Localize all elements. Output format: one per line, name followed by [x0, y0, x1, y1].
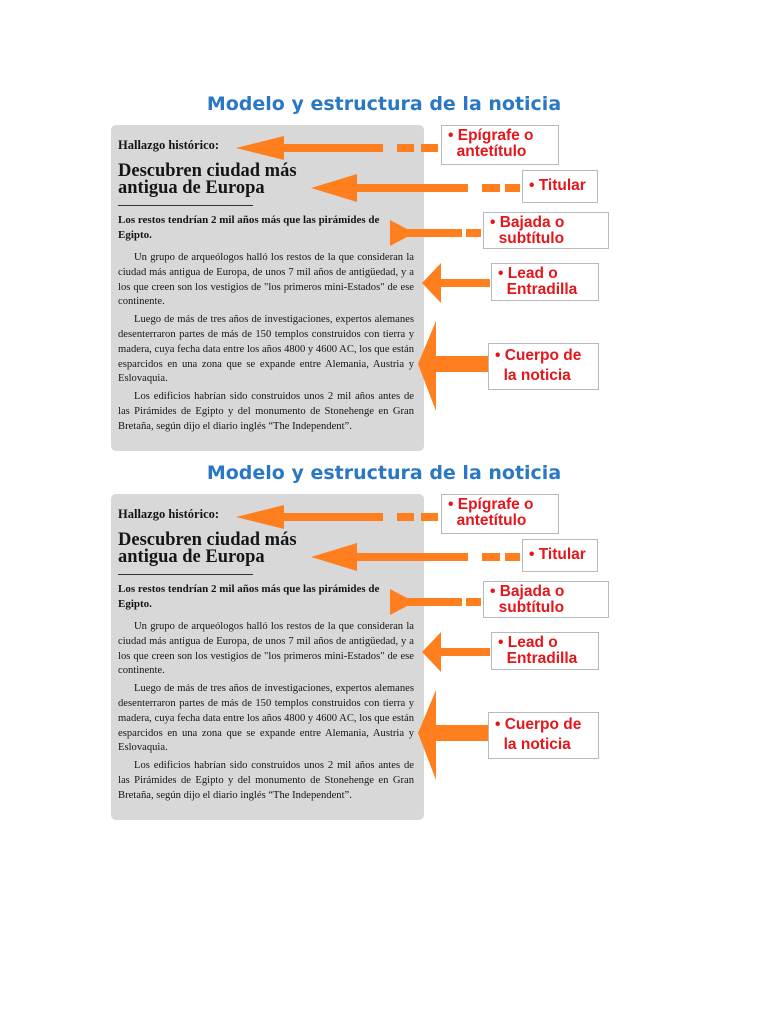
arrow-titular-dash — [505, 553, 520, 561]
arrow-epigrafe-dash — [421, 513, 438, 521]
article-kicker: Hallazgo histórico: — [118, 507, 220, 521]
arrow-epigrafe-icon — [236, 505, 383, 529]
article-deck: Los restos tendrían 2 mil años más que las pirámides de Egipto. — [118, 214, 380, 241]
section-title: Modelo y estructura de la noticia — [206, 462, 562, 484]
arrow-lead-icon — [422, 632, 490, 672]
arrow-lead-icon — [422, 263, 490, 303]
arrow-cuerpo-icon — [418, 321, 488, 411]
label-bajada: • Bajada o subtítulo — [483, 581, 609, 618]
label-cuerpo: • Cuerpo de la noticia — [488, 343, 599, 390]
article-lead-paragraph: Un grupo de arqueólogos halló los restos de la que consideran la ciudad más antigua de Europa, de unos 7 mil años de antigüedad, y a los que creen son los vestigios de "los primeros mini-Estados" de ese continente. — [118, 621, 414, 677]
section-title: Modelo y estructura de la noticia — [206, 93, 562, 115]
arrow-titular-dash — [482, 553, 500, 561]
arrow-epigrafe-dash — [397, 513, 414, 521]
news-structure-section-1 — [0, 93, 768, 463]
arrow-titular-icon — [311, 543, 468, 571]
arrow-bajada-icon — [390, 220, 462, 246]
label-lead: • Lead o Entradilla — [491, 632, 599, 670]
arrow-epigrafe-icon — [236, 136, 383, 160]
label-titular: • Titular — [522, 539, 598, 572]
article-headline: Descubren ciudad más antigua de Europa — [118, 161, 297, 198]
label-bajada: • Bajada o subtítulo — [483, 212, 609, 249]
label-cuerpo: • Cuerpo de la noticia — [488, 712, 599, 759]
label-epigrafe: • Epígrafe o antetítulo — [441, 125, 559, 165]
arrow-titular-dash — [482, 184, 500, 192]
arrow-epigrafe-dash — [421, 144, 438, 152]
arrow-cuerpo-icon — [418, 690, 488, 780]
label-lead: • Lead o Entradilla — [491, 263, 599, 301]
article-body-paragraph: Luego de más de tres años de investigaciones, expertos alemanes desenterraron partes de más de 150 templos construidos con tierra y madera, cuya fecha data entre los años 4800 y 4600 AC, los que están esparcidos en una zona que se expande entre Alemania, Austria y Eslovaquia. — [118, 314, 414, 385]
article-lead-paragraph: Un grupo de arqueólogos halló los restos de la que consideran la ciudad más antigua de Europa, de unos 7 mil años de antigüedad, y a los que creen son los vestigios de "los primeros mini-Estados" de ese continente. — [118, 252, 414, 308]
article-body-paragraph: Luego de más de tres años de investigaciones, expertos alemanes desenterraron partes de más de 150 templos construidos con tierra y madera, cuya fecha data entre los años 4800 y 4600 AC, los que están esparcidos en una zona que se expande entre Alemania, Austria y Eslovaquia. — [118, 683, 414, 754]
arrow-bajada-icon — [390, 589, 462, 615]
arrow-titular-icon — [311, 174, 468, 202]
article-kicker: Hallazgo histórico: — [118, 138, 220, 152]
annotation-arrows — [0, 462, 768, 832]
article-headline: Descubren ciudad más antigua de Europa — [118, 530, 297, 567]
arrow-titular-dash — [505, 184, 520, 192]
article-deck: Los restos tendrían 2 mil años más que las pirámides de Egipto. — [118, 583, 380, 610]
label-epigrafe: • Epígrafe o antetítulo — [441, 494, 559, 534]
article-body-paragraph: Los edificios habrían sido construidos unos 2 mil años antes de las Pirámides de Egipto y del monumento de Stonehenge en Gran Bretaña, según dijo el diario inglés “The Independent”. — [118, 760, 414, 801]
arrow-bajada-dash — [466, 229, 481, 237]
label-titular: • Titular — [522, 170, 598, 203]
news-structure-section-2 — [0, 462, 768, 832]
annotation-arrows — [0, 93, 768, 463]
arrow-epigrafe-dash — [397, 144, 414, 152]
article-body-paragraph: Los edificios habrían sido construidos unos 2 mil años antes de las Pirámides de Egipto y del monumento de Stonehenge en Gran Bretaña, según dijo el diario inglés “The Independent”. — [118, 391, 414, 432]
arrow-bajada-dash — [466, 598, 481, 606]
